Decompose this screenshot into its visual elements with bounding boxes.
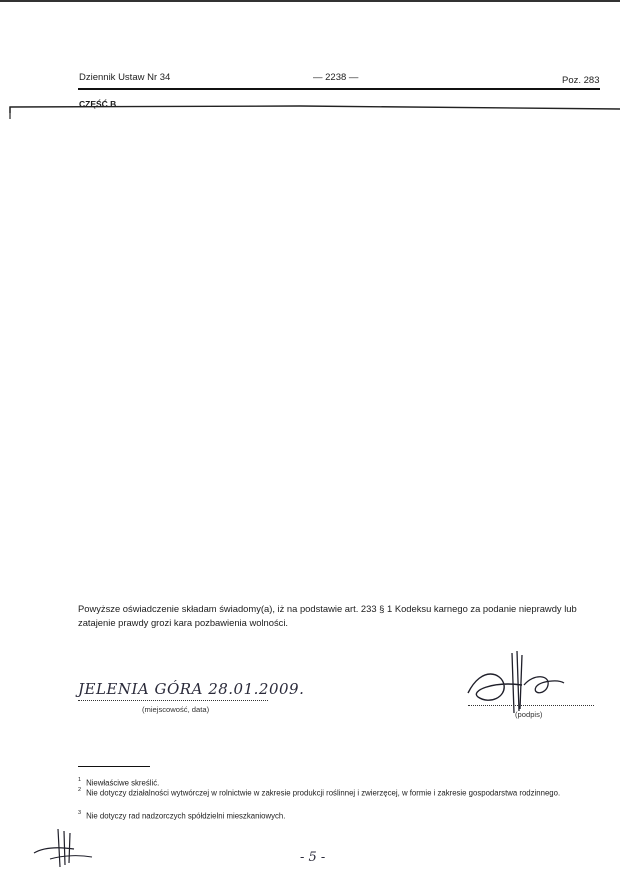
footnote-number: 2 [78,787,82,793]
footnote-text: Nie dotyczy rad nadzorczych spółdzielni mieszkaniowych. [86,811,286,821]
section-title: CZĘŚĆ B [79,99,117,109]
page-number: — 2238 — [313,72,359,83]
place-date-dotted-line [78,700,268,701]
footnote-number: 3 [78,810,82,816]
footnote-2 [78,786,598,799]
footnote-number: 1 [78,777,82,783]
declaration-text: Powyższe oświadczenie składam świadomy(a), iż na podstawie art. 233 § 1 Kodeksu karnego za podanie nieprawdy lub zatajenie prawdy grozi kara pozbawienia wolności. [78,603,577,628]
journal-name: Dziennik Ustaw Nr 34 [79,72,171,83]
signature-dotted-line [468,705,594,706]
handwritten-place-date: JELENIA GÓRA 28.01.2009. [78,680,305,698]
footnote-text: Nie dotyczy działalności wytwórczej w rolnictwie w zakresie produkcji roślinnej i zwierzęcej, w formie i zakresie gospodarstwa rodzinnego. [86,788,561,798]
handwritten-page-number: - 5 - [300,850,326,865]
header-rule [78,88,600,90]
place-date-caption: (miejscowość, data) [142,705,210,714]
footnote-3 [78,809,598,822]
page-edge-line [0,95,620,125]
signature-caption: (podpis) [515,710,543,719]
footnote-separator [78,766,150,767]
scan-top-edge [0,0,620,2]
position-number: Poz. 283 [562,75,600,86]
footnote-text: Niewłaściwe skreślić. [86,778,160,788]
initials-mark [30,825,100,870]
